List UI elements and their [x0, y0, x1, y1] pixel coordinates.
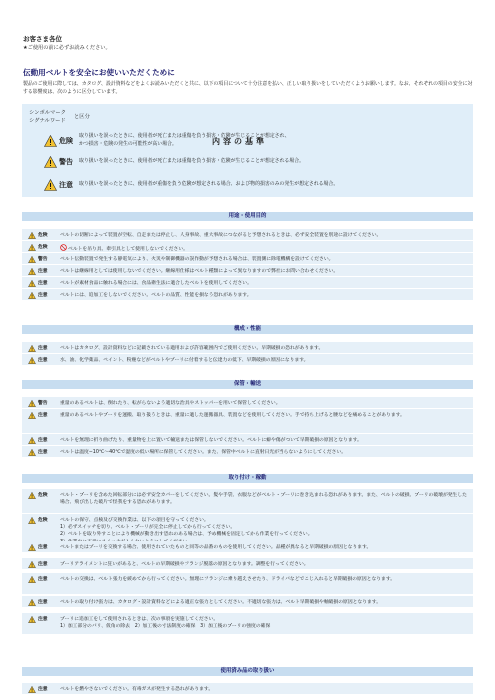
symbol-legend — [22, 104, 473, 197]
signal-word: 注意 — [38, 269, 48, 274]
safety-item — [22, 289, 473, 300]
safety-item-text — [60, 686, 468, 693]
text-line: ベルトの交換は、ベルト張力を緩めてから行ってください。無理にフランジに乗り越えさせたり、ドライバなどでこじ入れると早期破損の原因となります。 — [60, 577, 396, 582]
safety-item-text — [60, 357, 468, 364]
signal-word: 危険 — [38, 245, 48, 250]
warning-triangle-icon — [28, 345, 36, 352]
text-line: ベルトには、追加工をしないでください。ベルトの品質、性能を損なう恐れがあります。 — [60, 293, 252, 298]
safety-item — [22, 354, 473, 365]
warning-triangle-icon — [28, 517, 36, 524]
description-line: 取り扱いを誤ったときに、使用者が死亡または重傷を負う損害・危険が生じることが想定され、 — [79, 133, 290, 139]
safety-item-text — [60, 345, 468, 352]
signal-word: 危険 — [38, 493, 48, 498]
safety-item-text — [60, 576, 468, 583]
warning-triangle-icon — [28, 616, 36, 623]
legend-row-danger — [44, 133, 290, 148]
signal-word: 警告 — [38, 257, 48, 262]
signal-word: 注意 — [38, 600, 48, 605]
safety-item-text — [60, 561, 468, 568]
safety-item-text — [60, 268, 468, 275]
safety-item — [22, 277, 473, 288]
safety-item-text — [60, 256, 468, 263]
legend-row-warning — [44, 156, 304, 168]
safety-item-text — [60, 449, 468, 456]
signal-word: 警告 — [59, 158, 73, 166]
warning-triangle-icon — [28, 576, 36, 583]
description-line: かつ損害・危険の発生の可能性が高い場合。 — [79, 140, 177, 147]
warning-triangle-icon — [28, 492, 36, 499]
signal-word: 注意 — [38, 545, 48, 550]
safety-item-text — [60, 544, 468, 551]
safety-item — [22, 446, 473, 457]
text-line: プーリに追加工をして使用されるときは、次の事項を実施してください。 — [60, 617, 219, 622]
signal-word: 注意 — [38, 577, 48, 582]
warning-triangle-icon — [28, 400, 36, 407]
safety-item-text — [60, 244, 468, 253]
signal-word: 危険 — [38, 518, 48, 523]
text-line: 2）ベルトを取り外すことにより機械が動き出す恐れのある場合は、予め機械を固定してから作業を行ってください。 — [60, 532, 313, 538]
safety-item — [22, 489, 473, 513]
warning-triangle-icon — [28, 280, 36, 287]
warning-triangle-icon — [28, 232, 36, 239]
text-line: ベルトは温度−10℃〜40℃で湿度の低い場所に保管してください。また、保管中ベルトに直射日光が当らないようにしてください。 — [60, 450, 347, 455]
page-title: 伝動用ベルトを安全にお使いいただくために — [23, 68, 175, 77]
warning-triangle-icon — [28, 268, 36, 275]
safety-item — [22, 397, 473, 408]
text-line: 水、油、化学薬品、ペイント、粉塵などがベルトやプーリに付着すると伝達力の低下、早期破損の原因になります。 — [60, 358, 309, 363]
prohibition-icon — [60, 244, 67, 251]
text-line: 重量のあるベルトやプーリを運搬、取り扱うときは、重量に適した運搬器具、装置などを使用してください。手で持ち上げると腰などを痛めることがあります。 — [60, 413, 405, 418]
signal-word: 注意 — [59, 181, 73, 189]
safety-item — [22, 241, 473, 252]
text-line: ベルトを無理に折り曲げたり、重量物を上に置いて輸送または保管しないでください。ベルトに癖や傷がついて早期破損の原因となります。 — [60, 438, 362, 443]
signal-word: 注意 — [38, 438, 48, 443]
legend-row-caution — [44, 179, 338, 191]
warning-triangle-icon — [28, 357, 36, 364]
text-line: ベルトの保守、点検及び交換作業は、以下の項目を守ってください。 — [60, 518, 209, 523]
safety-item-text — [60, 599, 468, 606]
text-line: ベルトの切断によって装置が空転、自走または停止し、人身事故、重大事故につながると予想されるときは、必ず安全装置を別途に設けてください。 — [60, 233, 382, 238]
greeting: お客さま各位 — [23, 35, 62, 43]
warning-triangle-icon — [28, 437, 36, 444]
text-line: 1）必ずスイッチを切り、ベルト・プーリが完全に停止してから行ってください。 — [60, 525, 236, 531]
safety-item — [22, 409, 473, 433]
greeting-note: ★ご使用の前に必ずお読みください。 — [23, 45, 111, 51]
safety-item — [22, 541, 473, 552]
warning-triangle-icon — [28, 599, 36, 606]
warning-triangle-icon — [28, 449, 36, 456]
signal-word-label: シグナルワード — [29, 118, 66, 124]
text-line: ベルトを燃やさないでください。有毒ガスが発生する恐れがあります。 — [60, 687, 214, 692]
classification-label: と区分 — [74, 114, 90, 120]
safety-item-text — [60, 232, 468, 239]
warning-triangle-icon — [28, 412, 36, 419]
text-line: 1）加工部分のバリ、仮角の除去 2）加工後の寸法制度の確保 3）加工後のプーリの強度の確保 — [60, 624, 271, 630]
safety-item-text — [60, 616, 468, 630]
warning-triangle-icon — [28, 256, 36, 263]
safety-item-text — [60, 492, 468, 506]
signal-word: 注意 — [38, 617, 48, 622]
signal-word: 危険 — [59, 136, 73, 145]
safety-item — [22, 253, 473, 264]
safety-item-text — [60, 400, 468, 407]
safety-item — [22, 683, 473, 694]
symbol-legend-header — [29, 109, 66, 125]
text-line: ベルトを吊り具、牽引具として使用しないでください。 — [68, 247, 188, 252]
signal-word: 注意 — [38, 281, 48, 286]
text-line: ベルトはカタログ、設計資料などに記載されている適用および許容範囲内でご使用ください。早期破損の恐れがあります。 — [60, 346, 324, 351]
text-line: ベルト伝動装置で発生する静電気により、火災や制御機器の誤作動が予想される場合は、装置側に除電機構を設けてください。 — [60, 257, 334, 262]
warning-triangle-icon — [28, 561, 36, 568]
signal-word: 注意 — [38, 562, 48, 567]
text-line: ベルトが素材食品に触れる場合には、食品衛生法に適合したベルトを使用してください。 — [60, 281, 252, 286]
text-line: プーリアライメントに狂いがあると、ベルトの早期破損やフランジ脱落の原因となります。調整を行ってください。 — [60, 562, 309, 567]
safety-item — [22, 558, 473, 569]
safety-item — [22, 613, 473, 634]
text-line: ベルト・プーリを含めた回転部分には必ず安全カバーをしてください。髪や手袋、衣服などがベルト・プーリに巻き込まれる恐れがあります。また、ベルトの破損、プーリの破壊が発生した場合、飛び出した破片で怪我をする恐れがあります。 — [60, 493, 467, 506]
safety-item-text — [60, 292, 468, 299]
safety-item — [22, 265, 473, 276]
section-header: 取り付け・稼動 — [22, 474, 473, 483]
signal-word: 警告 — [38, 401, 48, 406]
warning-triangle-icon — [28, 544, 36, 551]
warning-triangle-icon — [44, 135, 57, 147]
warning-triangle-icon — [28, 244, 36, 251]
lead-paragraph: 製品のご使用に際しては、カタログ、設計資料などをよくお読みいただくと共に、以下の項目について十分注意を払い、正しい取り扱いをしていただくようお願いします。なお、それぞれの項目の安全に対する影響度は、次のように区分しています。 — [23, 81, 473, 96]
safety-item-text — [60, 437, 468, 444]
safety-item — [22, 229, 473, 240]
signal-word: 注意 — [38, 687, 48, 692]
safety-item — [22, 434, 473, 445]
text-line: 重量のあるベルトは、倒れたり、転がらないよう適切な治具やストッパーを用いて保管してください。 — [60, 401, 281, 406]
text-line: ベルトは継線用としては使用しないでください。継線用仕様はベルト種類によって異なりますので弊社にお問い合わせください。 — [60, 269, 339, 274]
warning-triangle-icon — [28, 292, 36, 299]
signal-description — [79, 133, 290, 148]
safety-item — [22, 596, 473, 607]
signal-word: 危険 — [38, 233, 48, 238]
signal-word: 注意 — [38, 293, 48, 298]
section-header: 保管・輸送 — [22, 380, 473, 389]
signal-word: 注意 — [38, 413, 48, 418]
section-header: 構成・性能 — [22, 325, 473, 334]
text-line: ベルトの取り付け張力は、カタログ・設計資料などによる適正な張力としてください。不適切な張力は、ベルト早期破損や軸破損の原因となります。 — [60, 600, 382, 605]
safety-item — [22, 573, 473, 594]
safety-item-text — [60, 280, 468, 287]
signal-description: 取り扱いを誤ったときに、使用者が重傷を負う危険が想定される場合、および物的損害のみの発生が想定される場合。 — [79, 181, 339, 188]
section-header: 使用済み品の取り扱い — [22, 667, 473, 676]
section-header: 用途・使用目的 — [22, 212, 473, 221]
signal-word: 注意 — [38, 346, 48, 351]
signal-word: 注意 — [38, 450, 48, 455]
criteria-title: 内容の基準 — [212, 137, 267, 146]
warning-triangle-icon — [44, 156, 57, 168]
text-line: ベルトまたはプーリを交換する場合、使用されていたものと同等の品番のものを使用してください。品種が異なると早期破損の原因となります。 — [60, 545, 372, 550]
safety-item-text — [60, 412, 468, 419]
warning-triangle-icon — [28, 686, 36, 693]
warning-triangle-icon — [44, 179, 57, 191]
signal-word: 注意 — [38, 358, 48, 363]
signal-description: 取り扱いを誤ったときに、使用者が死亡または重傷を負う損害・危険が生じることが想定される場合。 — [79, 158, 304, 165]
symbol-mark-label: シンボルマーク — [29, 110, 66, 116]
safety-item — [22, 342, 473, 353]
